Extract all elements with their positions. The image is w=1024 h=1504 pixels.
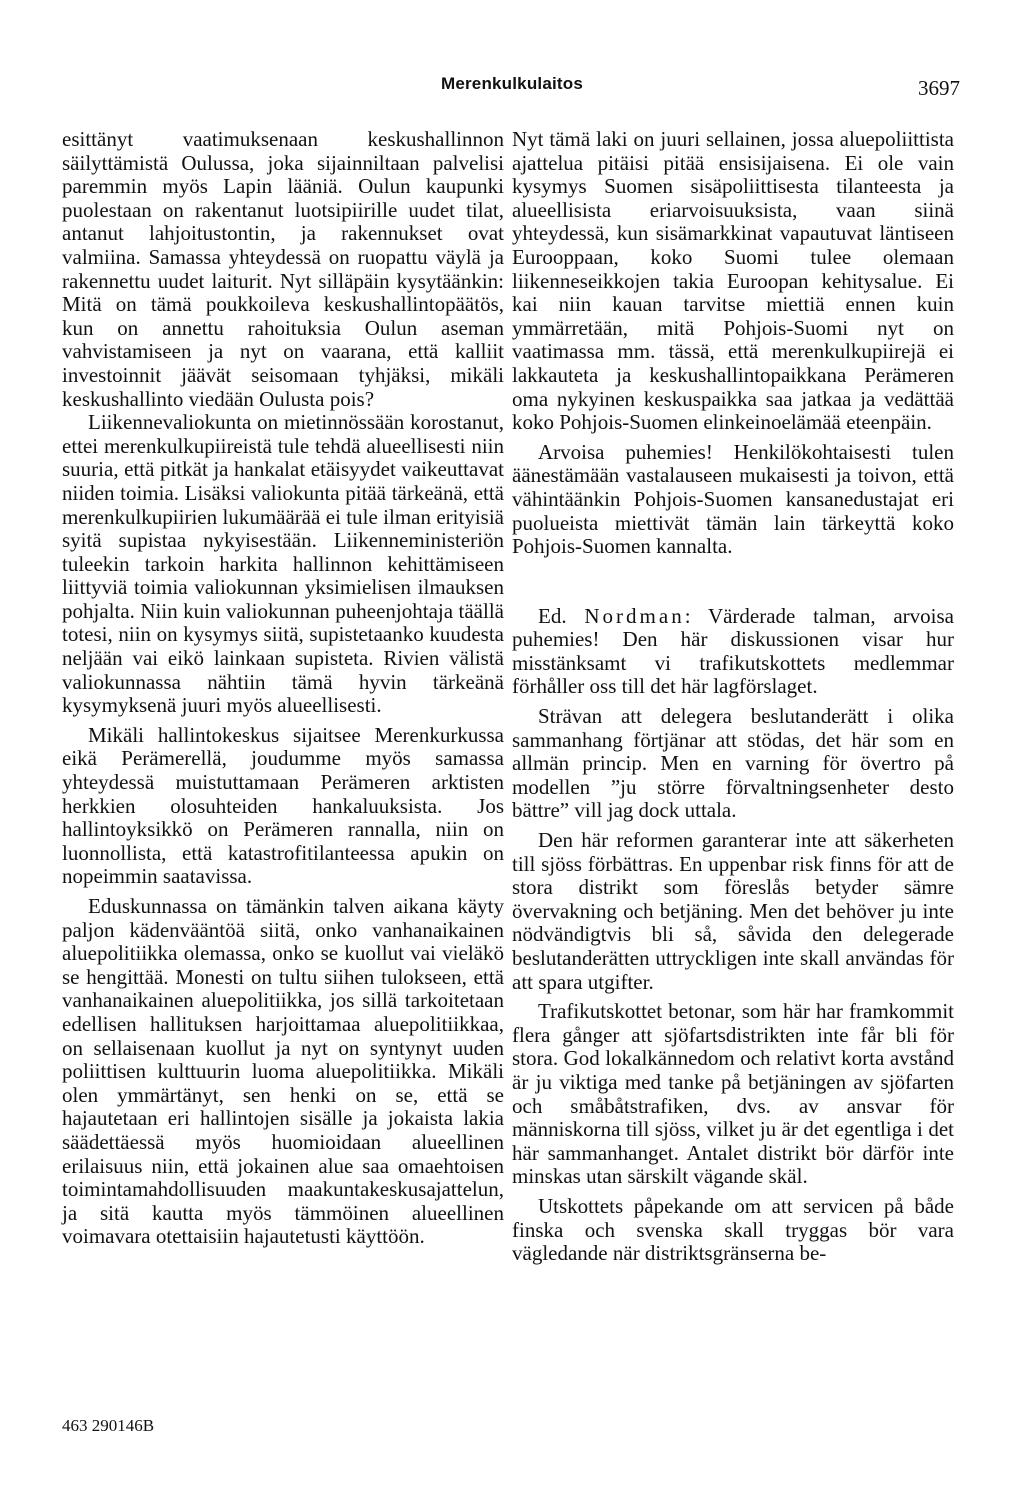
- running-title: Merenkulkulaitos: [440, 74, 584, 93]
- paragraph: Trafikutskottet betonar, som här har framkommit flera gånger att sjöfartsdistrikten inte får bli för stora. God lokalkännedom och relativt korta avstånd är ju viktiga med tanke på betjäningen av sjöfarten och småbåtstrafiken, dvs. av ansvar för människorna till sjöss, vilket ju är det egentliga i det här sammanhanget. Antalet distrikt bör därför inte minskas utan särskilt vägande skäl.: [512, 999, 954, 1189]
- paragraph: Utskottets påpekande om att servicen på både finska och svenska skall tryggas bör vara vägledande när distriktsgränserna be-: [512, 1193, 954, 1266]
- paragraph: esittänyt vaatimuksenaan keskushallinnon säilyttämistä Oulussa, joka sijainniltaan palvelisi paremmin myös Lapin lääniä. Oulun kaupunki puolestaan on rakentanut luotsipiirille uudet tilat, antanut lahjoitustontin, ja rakennukset ovat valmiina. Samassa yhteydessä on ruopattu väylä ja rakennettu uudet laiturit. Nyt silläpäin kysytäänkin: Mitä on tämä poukkoileva keskushallintopäätös, kun on annettu rahoituksia Oulun aseman vahvistamiseen ja nyt on vaarana, että kalliit investoinnit jäävät seisomaan tyhjäksi, mikäli keskushallinto viedään Oulusta pois?: [62, 127, 504, 411]
- left-column: [62, 128, 504, 1249]
- paragraph: Liikennevaliokunta on mietinnössään korostanut, ettei merenkulkupiireistä tule tehdä alueellisesti niin suuria, että pitkät ja hankalat etäisyydet vaikeuttavat niiden toimia. Lisäksi valiokunta pitää tärkeänä, että merenkulkupiirien lukumäärää ei tule ilman erityisiä syitä supistaa nykyisestään. Liikenneministeriön tuleekin tarkoin harkita hallinnon kehittämiseen liittyviä toimia valiokunnan yksimielisen ilmauksen pohjalta. Niin kuin valiokunnan puheenjohtaja täällä totesi, niin on kysymys siitä, supistetaanko kuudesta neljään vai eikö lainkaan supisteta. Rivien välistä valiokunnassa nähtiin tämä hyvin tärkeänä kysymyksenä juuri myös alueellisesti.: [62, 410, 504, 718]
- paragraph: Eduskunnassa on tämänkin talven aikana käyty paljon kädenvääntöä siitä, onko vanhanaikainen aluepolitiikka olemassa, onko se kuollut vai vieläkö se hengittää. Monesti on tultu siihen tulokseen, että vanhanaikainen aluepolitiikka, jos sillä tarkoitetaan edellisen hallituksen harjoittamaa aluepolitiikkaa, on sellaisenaan kuollut ja nyt on syntynyt uuden poliittisen kulttuurin luoma aluepolitiikka. Mikäli olen ymmärtänyt, sen henki on se, että se hajautetaan eri hallintojen sisälle ja jokaista lakia säädettäessä myös huomioidaan alueellinen erilaisuus niin, että jokainen alue saa omaehtoisen toimintamahdollisuuden maakuntakeskusajattelun, ja sitä kautta myös tämmöinen alueellinen voimavara otettaisiin hajautetusti käyttöön.: [62, 894, 504, 1249]
- paragraph: Mikäli hallintokeskus sijaitsee Merenkurkussa eikä Perämerellä, joudumme myös samassa yhteydessä muistuttamaan Perämeren arktisten herkkien olosuhteiden hankaluuksista. Jos hallintoyksikkö on Perämeren rannalla, niin on luonnollista, että katastrofitilanteessa apukin on nopeimmin saatavissa.: [62, 722, 504, 889]
- speaker-prefix: Ed.: [538, 603, 585, 628]
- page-number: 3697: [918, 76, 960, 100]
- right-column: [512, 128, 954, 1266]
- paragraph: Arvoisa puhemies! Henkilökohtaisesti tulen äänestämään vastalauseen mukaisesti ja toivon, että vähintäänkin Pohjois-Suomen kansanedustajat eri puolueista miettivät tämän lain tärkeyttä koko Pohjois-Suomen kannalta.: [512, 439, 954, 559]
- paragraph: Den här reformen garanterar inte att säkerheten till sjöss förbättras. En uppenbar risk finns för att de stora distrikt som föreslås betyder sämre övervakning och betjäning. Men det behöver ju inte nödvändigtvis bli så, såvida den delegerade beslutanderätten uttryckligen inte skall användas för att spara utgifter.: [512, 828, 954, 994]
- speech-opening-text: : Värderade talman, arvoisa puhemies! Den här diskussionen visar hur misstänksamt vi trafikutskottets medlemmar förhåller oss till det här lagförslaget.: [512, 603, 954, 699]
- print-code: 463 290146B: [62, 1416, 155, 1435]
- page-header: [0, 74, 1024, 104]
- speech-opening: [512, 605, 954, 699]
- paragraph: Nyt tämä laki on juuri sellainen, jossa aluepoliittista ajattelua pitäisi pitää ensisijaisena. Ei ole vain kysymys Suomen sisäpoliittisesta tilanteesta ja alueellisista eriarvoisuuksista, vaan siinä yhteydessä, kun sisämarkkinat vapautuvat läntiseen Eurooppaan, koko Suomi tulee olemaan liikenneseikkojen takia Euroopan kehitysalue. Ei kai niin kauan tarvitse miettiä ennen kuin ymmärretään, mitä Pohjois-Suomi nyt on vaatimassa mm. tässä, että merenkulkupiirejä ei lakkauteta ja keskushallintopaikkana Perämeren oma nykyinen keskuspaikka saa jatkaa ja vedättää koko Pohjois-Suomen elinkeinoelämää eteenpäin.: [512, 127, 954, 435]
- speaker-name: Nordman: [584, 603, 685, 628]
- paragraph: Strävan att delegera beslutanderätt i olika sammanhang förtjänar att stödas, det här som en allmän princip. Men en varning för övertro på modellen ”ju större förvaltningsenheter desto bättre” vill jag dock uttala.: [512, 704, 954, 823]
